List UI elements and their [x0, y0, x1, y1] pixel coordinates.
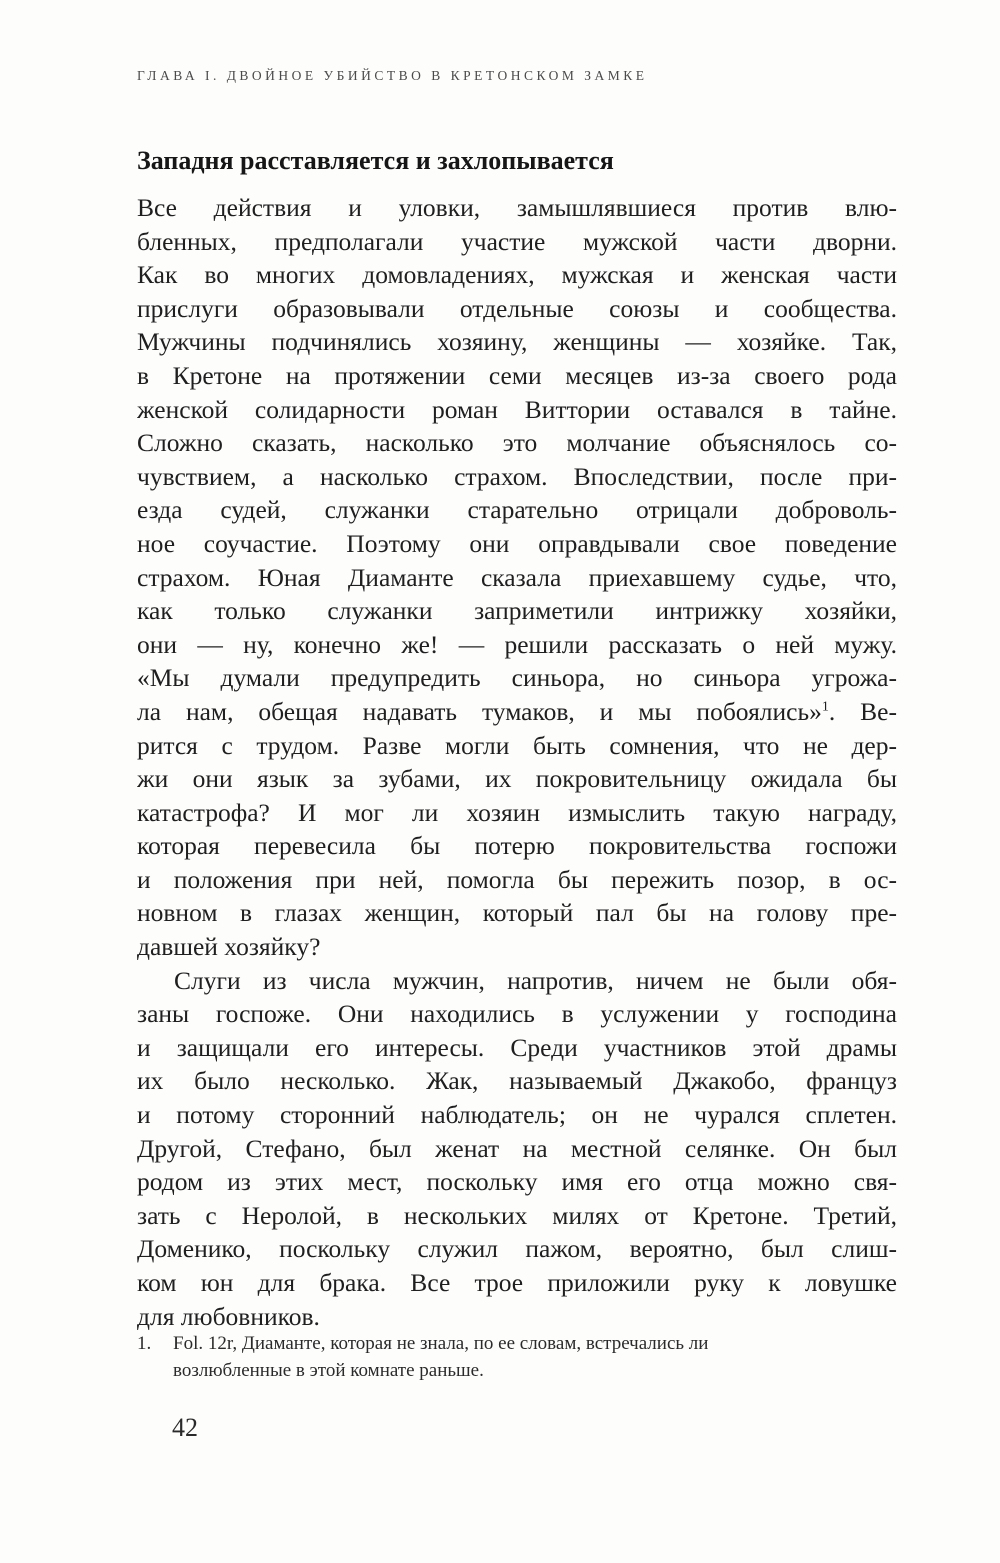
text-line: страхом. Юная Диаманте сказала приехавшему судье, что, — [137, 562, 897, 592]
text-line: жи они язык за зубами, их покровительницу ожидала бы — [137, 764, 897, 794]
text-line: и защищали его интересы. Среди участников этой драмы — [137, 1032, 897, 1062]
text-line: бленных, предполагали участие мужской части дворни. — [137, 226, 897, 256]
text-segment: . Ве- — [828, 696, 897, 726]
text-line: женской солидарности роман Виттории оставался в тайне. — [137, 394, 897, 424]
section-heading: Западня расставляется и захлопывается — [137, 146, 614, 175]
footnote-line — [137, 1330, 897, 1357]
text-line: заны госпоже. Они находились в услужении у господина — [137, 999, 897, 1029]
text-line: Другой, Стефано, был женат на местной селянке. Он был — [137, 1133, 897, 1163]
footnote-line: возлюбленные в этой комнате раньше. — [173, 1360, 484, 1381]
text-line: катастрофа? И мог ли хозяин измыслить такую награду, — [137, 797, 897, 827]
text-line: и положения при ней, помогла бы пережить позор, в ос- — [137, 864, 897, 894]
text-line: рится с трудом. Разве могли быть сомнения, что не дер- — [137, 730, 897, 760]
running-head: ГЛАВА I. ДВОЙНОЕ УБИЙСТВО В КРЕТОНСКОМ ЗАМКЕ — [137, 68, 648, 83]
footnote-number: 1. — [137, 1333, 152, 1354]
text-line: «Мы думали предупредить синьора, но синьора угрожа- — [137, 663, 897, 693]
page-number: 42 — [172, 1413, 198, 1442]
text-line: новном в глазах женщин, который пал бы на голову пре- — [137, 898, 897, 928]
text-line: давшей хозяйку? — [137, 932, 321, 962]
text-line: ное соучастие. Поэтому они оправдывали свое поведение — [137, 528, 897, 558]
text-line: ком юн для брака. Все трое приложили руку к ловушке — [137, 1268, 897, 1297]
text-line: которая перевесила бы потерю покровительства госпожи — [137, 831, 897, 861]
text-line: как только служанки заприметили интрижку хозяйки, — [137, 596, 897, 626]
footnote — [137, 1330, 897, 1384]
text-line: для любовников. — [137, 1301, 320, 1331]
footnote-reference: 1 — [821, 699, 829, 715]
text-line: в Кретоне на протяжении семи месяцев из-за своего рода — [137, 360, 897, 390]
text-segment: ла нам, обещая надавать тумаков, и мы побоялись» — [137, 696, 822, 726]
text-line: прислуги образовывали отдельные союзы и сообщества. — [137, 293, 897, 323]
text-line: Доменико, поскольку служил пажом, вероятно, был слиш- — [137, 1234, 897, 1264]
text-line: Все действия и уловки, замышлявшиеся против влю- — [137, 193, 897, 222]
text-line: Слуги из числа мужчин, напротив, ничем не были обя- — [174, 965, 897, 995]
footnote-text: Fol. 12r, Диаманте, которая не знала, по ее словам, встречались ли — [173, 1333, 709, 1354]
text-line: Сложно сказать, насколько это молчание объяснялось со- — [137, 428, 897, 458]
text-line: езда судей, служанки старательно отрицали доброволь- — [137, 495, 897, 525]
text-line: Мужчины подчинялись хозяину, женщины — хозяйке. Так, — [137, 327, 897, 357]
text-line: чувствием, а насколько страхом. Впоследствии, после при- — [137, 461, 897, 491]
text-line-with-footnote — [137, 695, 897, 729]
text-line: зать с Неролой, в нескольких милях от Кретоне. Третий, — [137, 1200, 897, 1230]
text-line: их было несколько. Жак, называемый Джакобо, француз — [137, 1066, 897, 1096]
text-line: они — ну, конечно же! — решили рассказать о ней мужу. — [137, 629, 897, 659]
text-line: родом из этих мест, поскольку имя его отца можно свя- — [137, 1167, 897, 1197]
body-text — [137, 191, 897, 1333]
text-line: Как во многих домовладениях, мужская и женская части — [137, 260, 897, 290]
text-line: и потому сторонний наблюдатель; он не чурался сплетен. — [137, 1100, 897, 1130]
